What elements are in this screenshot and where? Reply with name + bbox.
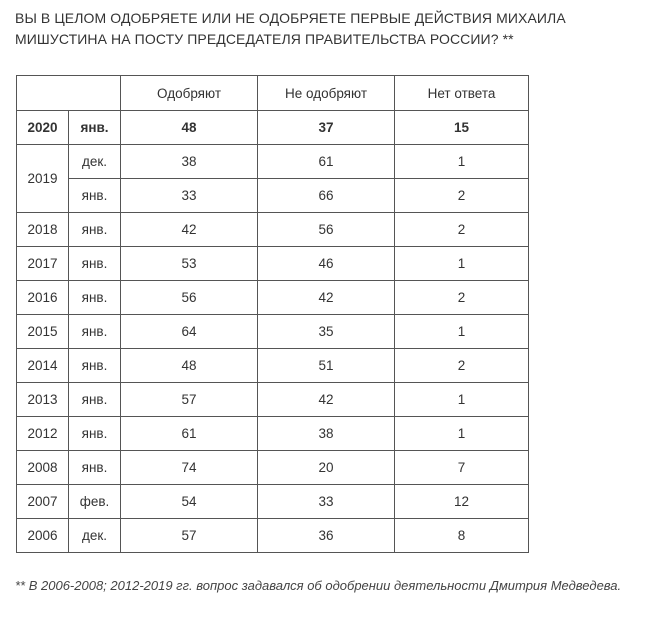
table-row — [17, 349, 529, 383]
disapprove-cell: 42 — [258, 383, 395, 417]
no-answer-cell: 1 — [395, 247, 529, 281]
year-cell: 2008 — [17, 451, 69, 485]
table-row — [17, 247, 529, 281]
table-header-row — [17, 76, 529, 111]
month-cell: янв. — [69, 111, 121, 145]
approve-cell: 33 — [121, 179, 258, 213]
approve-cell: 48 — [121, 111, 258, 145]
month-cell: янв. — [69, 213, 121, 247]
table-row — [17, 281, 529, 315]
disapprove-cell: 36 — [258, 519, 395, 553]
header-no-answer: Нет ответа — [395, 76, 529, 111]
month-cell: дек. — [69, 145, 121, 179]
disapprove-cell: 33 — [258, 485, 395, 519]
approve-cell: 57 — [121, 519, 258, 553]
approve-cell: 48 — [121, 349, 258, 383]
no-answer-cell: 1 — [395, 383, 529, 417]
approve-cell: 38 — [121, 145, 258, 179]
month-cell: янв. — [69, 247, 121, 281]
table-row — [17, 451, 529, 485]
disapprove-cell: 38 — [258, 417, 395, 451]
disapprove-cell: 66 — [258, 179, 395, 213]
table-row — [17, 485, 529, 519]
month-cell: янв. — [69, 383, 121, 417]
no-answer-cell: 1 — [395, 417, 529, 451]
year-cell: 2014 — [17, 349, 69, 383]
footnote: ** В 2006-2008; 2012-2019 гг. вопрос задавался об одобрении деятельности Дмитрия Медведева. — [15, 578, 622, 593]
no-answer-cell: 12 — [395, 485, 529, 519]
disapprove-cell: 20 — [258, 451, 395, 485]
disapprove-cell: 61 — [258, 145, 395, 179]
month-cell: янв. — [69, 281, 121, 315]
month-cell: янв. — [69, 315, 121, 349]
year-cell: 2006 — [17, 519, 69, 553]
disapprove-cell: 35 — [258, 315, 395, 349]
month-cell: янв. — [69, 451, 121, 485]
approve-cell: 54 — [121, 485, 258, 519]
no-answer-cell: 2 — [395, 281, 529, 315]
table-row — [17, 383, 529, 417]
approve-cell: 56 — [121, 281, 258, 315]
year-cell: 2012 — [17, 417, 69, 451]
table-row — [17, 315, 529, 349]
approve-cell: 53 — [121, 247, 258, 281]
approve-cell: 64 — [121, 315, 258, 349]
header-empty-cell — [17, 76, 121, 111]
no-answer-cell: 7 — [395, 451, 529, 485]
month-cell: фев. — [69, 485, 121, 519]
table-row — [17, 519, 529, 553]
no-answer-cell: 2 — [395, 213, 529, 247]
disapprove-cell: 46 — [258, 247, 395, 281]
month-cell: янв. — [69, 349, 121, 383]
table-row — [17, 145, 529, 179]
approve-cell: 57 — [121, 383, 258, 417]
month-cell: дек. — [69, 519, 121, 553]
disapprove-cell: 37 — [258, 111, 395, 145]
header-disapprove: Не одобряют — [258, 76, 395, 111]
disapprove-cell: 51 — [258, 349, 395, 383]
approve-cell: 74 — [121, 451, 258, 485]
approve-cell: 61 — [121, 417, 258, 451]
survey-table — [16, 75, 529, 553]
year-cell: 2020 — [17, 111, 69, 145]
year-cell: 2017 — [17, 247, 69, 281]
table-row — [17, 179, 529, 213]
no-answer-cell: 2 — [395, 179, 529, 213]
month-cell: янв. — [69, 179, 121, 213]
year-cell: 2019 — [17, 145, 69, 213]
year-cell: 2007 — [17, 485, 69, 519]
year-cell: 2016 — [17, 281, 69, 315]
no-answer-cell: 1 — [395, 315, 529, 349]
table-row — [17, 417, 529, 451]
no-answer-cell: 1 — [395, 145, 529, 179]
year-cell: 2015 — [17, 315, 69, 349]
disapprove-cell: 56 — [258, 213, 395, 247]
disapprove-cell: 42 — [258, 281, 395, 315]
page-title: ВЫ В ЦЕЛОМ ОДОБРЯЕТЕ ИЛИ НЕ ОДОБРЯЕТЕ ПЕРВЫЕ ДЕЙСТВИЯ МИХАИЛА МИШУСТИНА НА ПОСТУ ПРЕДСЕДАТЕЛЯ ПРАВИТЕЛЬСТВА РОССИИ? ** — [15, 10, 566, 47]
year-cell: 2013 — [17, 383, 69, 417]
header-approve: Одобряют — [121, 76, 258, 111]
table-row — [17, 213, 529, 247]
no-answer-cell: 15 — [395, 111, 529, 145]
month-cell: янв. — [69, 417, 121, 451]
year-cell: 2018 — [17, 213, 69, 247]
no-answer-cell: 8 — [395, 519, 529, 553]
approve-cell: 42 — [121, 213, 258, 247]
table-row — [17, 111, 529, 145]
no-answer-cell: 2 — [395, 349, 529, 383]
